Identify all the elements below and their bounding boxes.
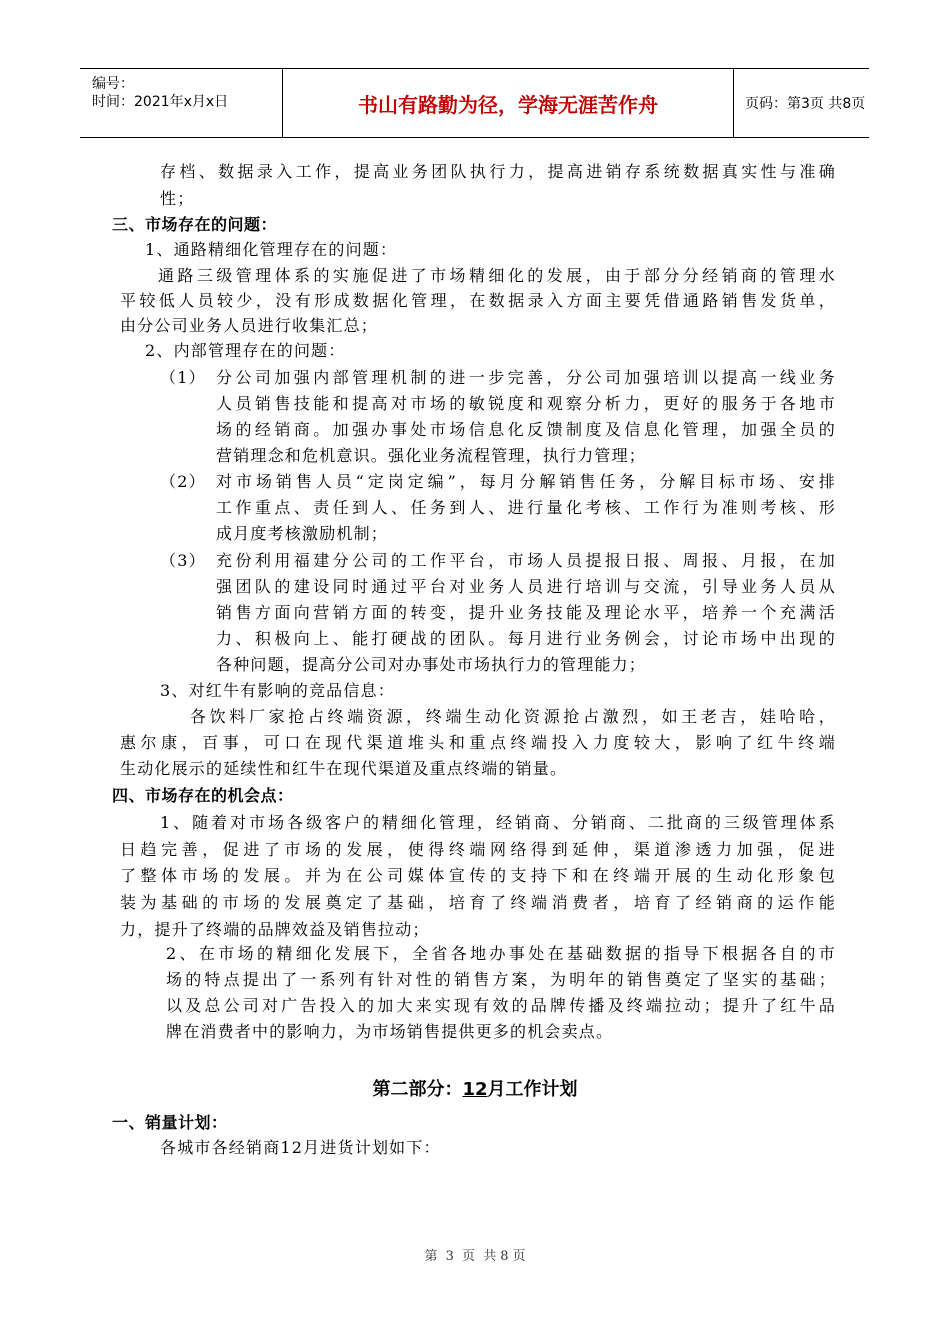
item-number: （2） [160,472,206,491]
body-line: 力、积极向上、能打硬战的团队。每月进行业务例会，讨论市场中出现的 [216,629,836,648]
footer-total-pages: 8 [500,1249,509,1264]
header-meta [80,69,282,137]
page-header [80,68,869,138]
footer-text: 页 [462,1249,476,1264]
body-line: 生动化展示的延续性和红牛在现代渠道及重点终端的销量。 [120,759,568,778]
body-line: 充份利用福建分公司的工作平台，市场人员提报日报、周报、月报，在加 [216,551,836,570]
section-heading: 一、销量计划： [112,1113,228,1132]
body-line: 强团队的建设同时通过平台对业务人员进行培训与交流，引导业务人员从 [216,577,836,596]
part-title-suffix: 月工作计划 [487,1079,578,1100]
body-line: 销售方面向营销方面的转变，提升业务技能及理论水平，培养一个充满活 [216,603,836,622]
page-code: 页码：第3页 共8页 [745,96,866,112]
motto: 书山有路勤为径，学海无涯苦作舟 [282,69,734,137]
subheading: 3、对红牛有影响的竞品信息： [160,681,395,700]
footer-text: 页 [512,1249,526,1264]
body-line: 存档、数据录入工作，提高业务团队执行力，提高进销存系统数据真实性与准确 [160,162,836,181]
subheading: 1、通路精细化管理存在的问题： [145,240,398,259]
body-line: 通路三级管理体系的实施促进了市场精细化的发展，由于部分分经销商的管理水 [158,266,836,285]
body-line: 惠尔康，百事，可口在现代渠道堆头和重点终端投入力度较大，影响了红牛终端 [120,733,836,752]
section-heading: 四、市场存在的机会点： [112,786,294,805]
body-line: 1、随着对市场各级客户的精细化管理，经销商、分销商、二批商的三级管理体系 [160,813,836,832]
part-title-number: 12 [462,1079,488,1100]
page-footer [0,1245,950,1264]
body-line: 成月度考核激励机制； [216,524,389,543]
body-line: 对市场销售人员“定岗定编”，每月分解销售任务，分解目标市场、安排 [216,472,836,491]
section-heading: 三、市场存在的问题： [112,215,278,234]
body-line: 场的经销商。加强办事处市场信息化反馈制度及信息化管理，加强全员的 [216,420,836,439]
body-line: 2、在市场的精细化发展下，全省各地办事处在基础数据的指导下根据各自的市 [166,944,836,963]
item-number: （1） [160,368,206,387]
date-label: 时间：2021年x月x日 [92,94,229,110]
body-line: 各种问题，提高分公司对办事处市场执行力的管理能力； [216,655,647,674]
body-line: 工作重点、责任到人、任务到人、进行量化考核、工作行为准则考核、形 [216,498,836,517]
item-number: （3） [160,551,206,570]
footer-page-number: 3 [445,1249,454,1264]
number-label: 编号： [92,76,134,92]
footer-text: 第 [424,1249,438,1264]
body-line: 各饮料厂家抢占终端资源，终端生动化资源抢占激烈，如王老吉，娃哈哈， [190,707,836,726]
body-line: 日趋完善，促进了市场的发展，使得终端网络得到延伸，渠道渗透力加强，促进 [120,840,836,859]
body-line: 装为基础的市场的发展奠定了基础，培育了终端消费者，培育了经销商的运作能 [120,893,836,912]
body-line: 性； [160,189,195,208]
body-line: 场的特点提出了一系列有针对性的销售方案，为明年的销售奠定了坚实的基础； [166,970,836,989]
subheading: 2、内部管理存在的问题： [145,341,346,360]
body-line: 平较低人员较少，没有形成数据化管理，在数据录入方面主要凭借通路销售发货单， [120,291,836,310]
footer-text: 共 [483,1249,497,1264]
body-line: 由分公司业务人员进行收集汇总； [120,316,379,335]
body-line: 人员销售技能和提高对市场的敏锐度和观察分析力，更好的服务于各地市 [216,394,836,413]
body-line: 分公司加强内部管理机制的进一步完善，分公司加强培训以提高一线业务 [216,368,836,387]
body-line: 了整体市场的发展。并为在公司媒体宣传的支持下和在终端开展的生动化形象包 [120,866,836,885]
part-title [0,1075,950,1101]
body-line: 力，提升了终端的品牌效益及销售拉动； [120,920,430,939]
body-line: 牌在消费者中的影响力，为市场销售提供更多的机会卖点。 [166,1022,614,1041]
body-line: 营销理念和危机意识。强化业务流程管理，执行力管理； [216,446,647,465]
body-line: 以及总公司对广告投入的加大来实现有效的品牌传播及终端拉动；提升了红牛品 [166,996,836,1015]
part-title-prefix: 第二部分： [372,1079,463,1100]
body-line: 各城市各经销商12月进货计划如下： [160,1138,441,1157]
